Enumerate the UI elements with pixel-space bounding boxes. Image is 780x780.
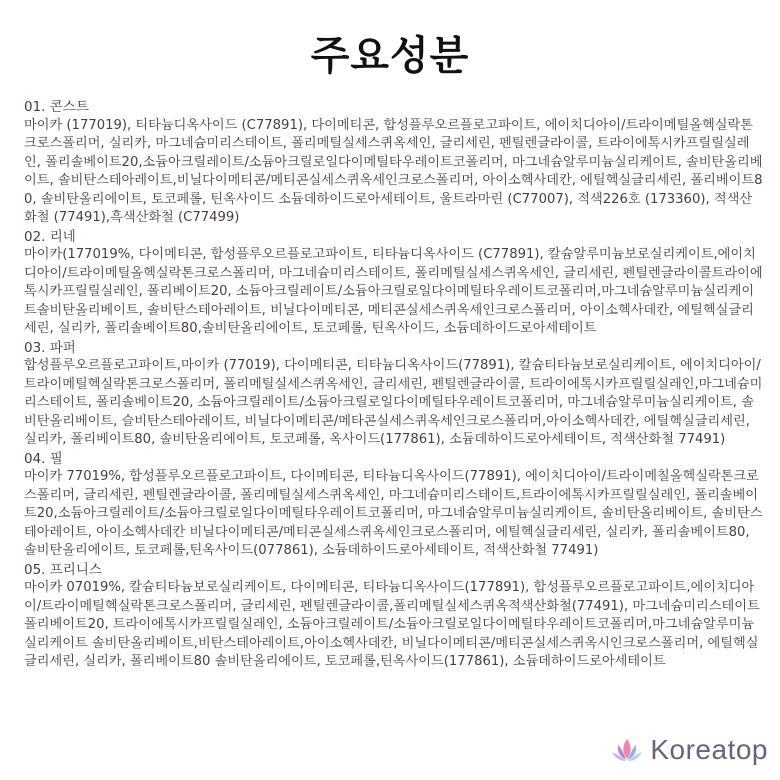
section-text: 마이카 07019%, 칼슘티타늄보로실리케이트, 다이메티콘, 티타늄디옥사이드(177891), 합성플루오르플로고파이트,에이치디아이/트라이메틸헥실락톤크로스폴리머, 글리세린, 펜틸렌글라이콜,폴리메틸실세스퀴옥적색산화철(77491), 마그네슘미리스테이트 폴리베이트20, 트라이에톡시카프릴릴실레인, 소듐아크릴레이트/소듐아크릴로일다이메틸타우레이트코폴리머,마그네슘알루미늄실리케이트 솔비탄올리베이트,비탄스테아레이트,아이소헥사데칸, 비닐다이메티콘/메티콘실세스퀴옥시인크로스폴리머, 에틸헥실글리세린, 실리카, 폴리베이트80 솔비탄올리에이트, 토코페롤,틴옥사이드(177861), 소듐데하이드로아세테이트 [24, 580, 760, 669]
section-text: 합성플루오르플로고파이트,마이카 (77019), 다이메티콘, 티타늄디옥사이드(77891), 칼슘티타늄보로실리케이트, 에이치디아이/트라이메틸헥실락톤크로스폴리머, 폴리메틸실세스퀴옥세인, 글리세린, 펜틸렌글라이콜, 트라이에톡시카프릴릴실레인,마그네슘미리스테이트, 폴리솔베이트20, 소듐아크릴레이트/소듐아크릴로일다이메틸타우레이트코폴리머, 마그네슘알루미늄실리케이트, 솔비탄올리베이트, 슬비탄스테아레이트, 비닐다이메티콘/메타콘실세스퀴옥세인크로스폴리머,아이소헥사데칸, 에틸헥실글리세린, 실리카, 폴리베이트80, 솔비탄올리에이트, 토코페롤, 옥사이드(177861), 소듐데하이드로아세테이트, 적색산화철 77491) [24, 358, 763, 447]
section-heading: 05. 프리니스 [24, 561, 102, 578]
section-04 [24, 450, 764, 561]
section-text: 마이카 77019%, 합성플루오르플로고파이트, 다이메티콘, 티타늄디옥사이드(77891), 에이치디아이/트라이메칠올헥실락톤크로스폴리머, 글리세린, 펜틸렌글라이콜, 폴리메틸실세스퀴옥세인, 마그네슘미리스테이트,트라이에톡시카프릴릴실레인, 폴리솔베이트20,소듐아크릴레이트/소듐아크릴로일다이메틸타우레이트코폴리머, 마그네슘알루미늄실리케이트, 솔비탄올리베이트, 솔비탄스테아레이트, 아이소헥사데칸 비닐다이메티콘/메티콘실세스퀴옥세인크로스폴리머, 에틸헥실글리세린, 실리카, 폴리솔베이트80, 솔비탄올리에이트, 토코페롤,틴옥사이드(077861), 소듐데하이드로아세테이트, 적색산화철 77491) [24, 469, 763, 558]
section-text: 마이카(177019%, 다이메티콘, 합성플루오르플로고파이트, 티타늄디옥사이드 (C77891), 칼슘알루미늄보로실리케이트,에이치디아이/트라이메틸올헥실락톤크로스폴리머, 마그네슘미리스테이트, 폴리메틸실세스퀴옥세인, 글리세린, 펜틸렌글라이콜트라이에톡시카프릴릴실레인, 폴리베이트20, 소듐아크릴레이트/소듐아크릴로일다이메틸타우레이트코폴리머,마그네슘알루미늄실리케이트솔비탄올리베이트, 솔비탄스테아레이트, 비닐다이메티콘, 메티콘실세스퀴옥세인크로스폴리머, 아이소헥사데칸, 에틸헥실글리세린, 실리카, 폴리솔베이트80,솔비탄올리에이트, 토코페롤, 틴옥사이드, 소듐데하이드로아세테이트 [24, 247, 763, 336]
section-heading: 03. 파퍼 [24, 339, 76, 356]
brand-name: Koreatop [650, 734, 768, 765]
lotus-icon [610, 735, 644, 765]
section-01 [24, 98, 764, 228]
section-05 [24, 561, 764, 672]
section-03 [24, 339, 764, 450]
page-title: 주요성분 [310, 33, 470, 79]
section-heading: 01. 콘스트 [24, 99, 89, 115]
section-heading: 04. 필 [24, 450, 63, 467]
section-02 [24, 228, 764, 339]
section-heading: 02. 리네 [24, 228, 76, 245]
ingredient-list [24, 98, 764, 672]
section-text: 마이카 (177019), 티타늄디옥사이드 (C77891), 다이메티콘, 합성플루오르플로고파이트, 에이치디아이/트라이메틸올헥실락톤크로스폴리머, 실리카, 마그네슘미리스테이트, 폴리메틸실세스퀴옥세인, 글리세린, 펜틸렌글라이콜, 트라이에톡시카프릴릴실레인, 폴리솔베이트20,소듐아크릴레이트/소듐아크릴로일다이메틸타우레이트코폴리머, 마그네슘알루미늄실리케이트, 솔비탄올리베이트, 솔비탄스테아레이트,비닐다이메티콘/메티콘실세스퀴옥세인크로스폴리머, 아이소헥사데칸, 에틸헥실글리세린, 폴리베이트80, 솔비탄올리에이트, 토코페롤, 틴옥사이드 소듐데하이드로아세테이트, 울트라마린 (C77007), 적색226호 (173360), 적색산화철 (77491),흑색산화철 (C77499) [24, 117, 763, 225]
brand-logo [610, 734, 768, 766]
